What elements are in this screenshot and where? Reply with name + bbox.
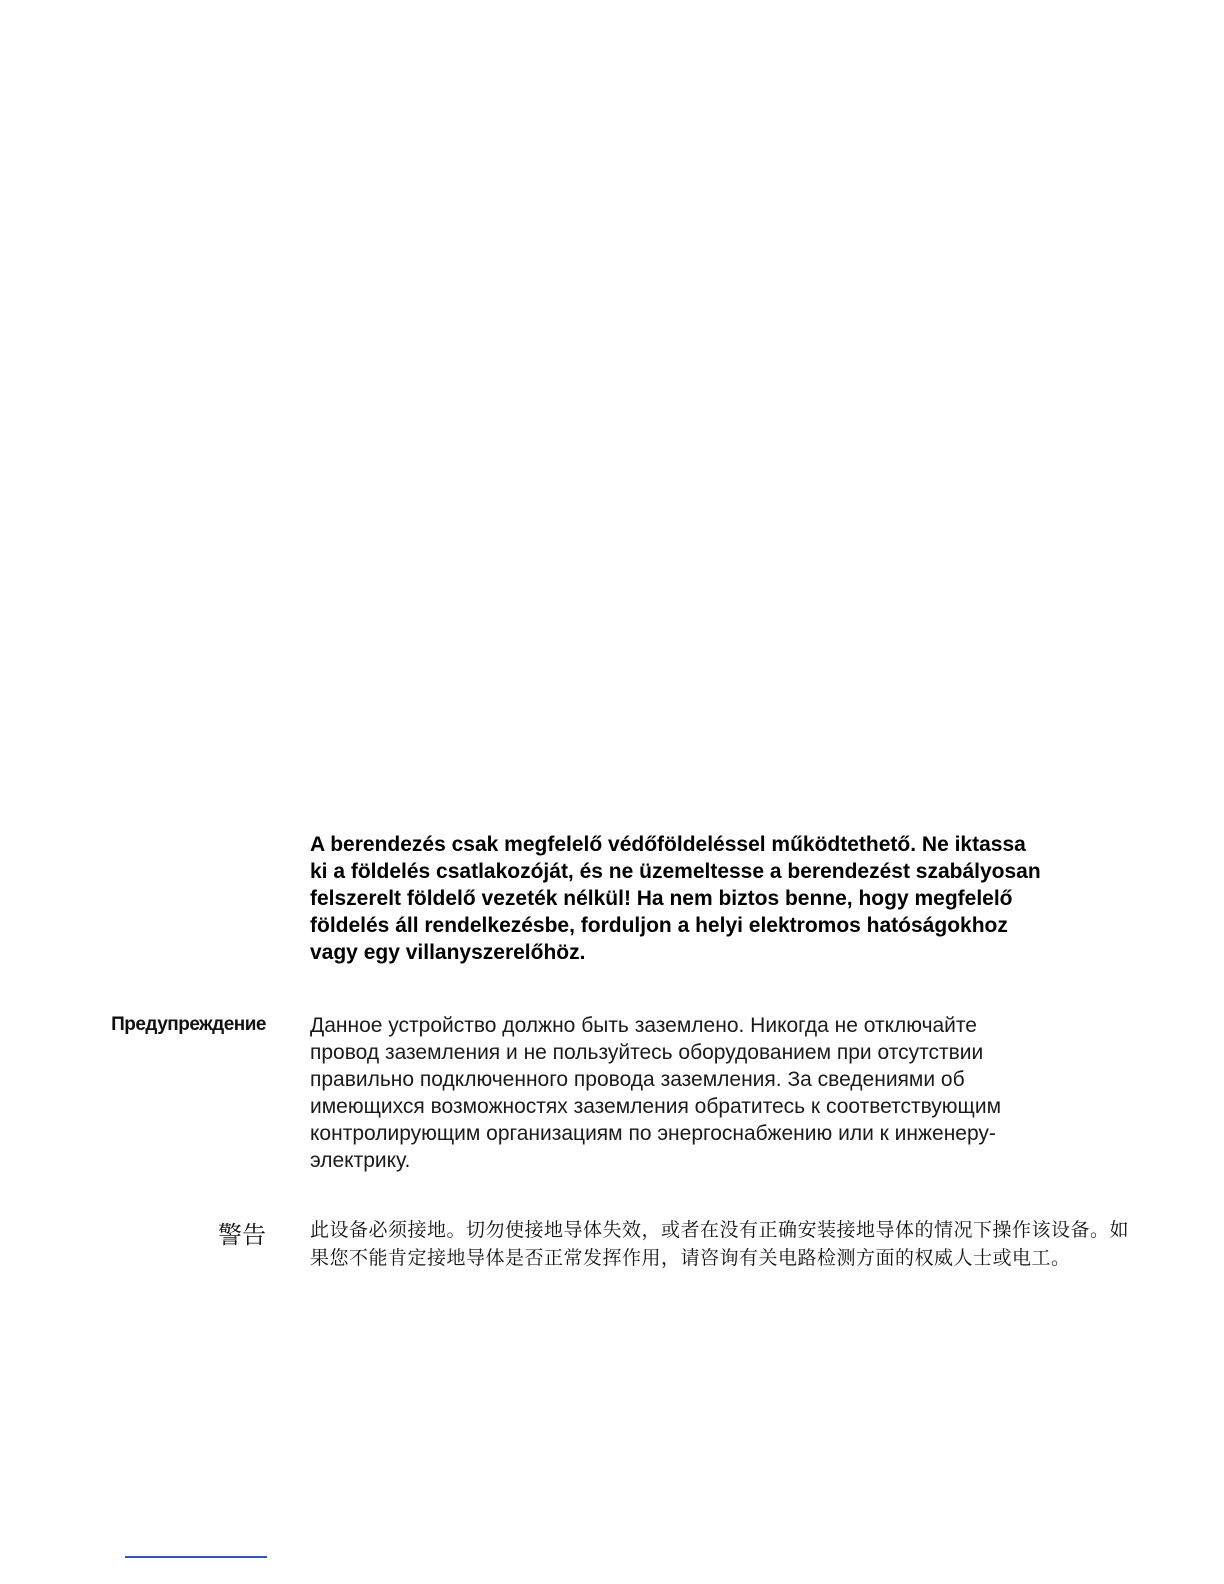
- hungarian-line: A berendezés csak megfelelő védőföldeléssel működtethető. Ne iktassa: [310, 833, 1026, 856]
- hungarian-line: vagy egy villanyszerelőhöz.: [310, 941, 586, 964]
- russian-line: провод заземления и не пользуйтесь оборудованием при отсутствии: [310, 1041, 984, 1064]
- russian-line: электрику.: [310, 1149, 411, 1172]
- russian-line: контролирующим организациям по энергоснабжению или к инженеру-: [310, 1122, 996, 1145]
- russian-line: имеющихся возможностях заземления обратитесь к соответствующим: [310, 1095, 1002, 1118]
- russian-line: Данное устройство должно быть заземлено. Никогда не отключайте: [310, 1014, 977, 1037]
- chinese-warning-text: [310, 1216, 1130, 1272]
- chinese-line: 果您不能肯定接地导体是否正常发挥作用，请咨询有关电路检测方面的权威人士或电工。: [310, 1247, 1071, 1269]
- chinese-line: 此设备必须接地。切勿使接地导体失效，或者在没有正确安装接地导体的情况下操作该设备。如: [310, 1219, 1130, 1241]
- hungarian-warning-text: [310, 831, 1110, 966]
- chinese-warning-label: 警告: [218, 1221, 266, 1249]
- russian-warning-text: [310, 1012, 1110, 1174]
- russian-line: правильно подключенного провода заземления. За сведениями об: [310, 1068, 965, 1091]
- russian-warning-label: Предупреждение: [111, 1014, 266, 1035]
- hungarian-line: felszerelt földelő vezeték nélkül! Ha nem biztos benne, hogy megfelelő: [310, 887, 1013, 910]
- hungarian-line: földelés áll rendelkezésbe, forduljon a helyi elektromos hatóságokhoz: [310, 914, 1008, 937]
- hungarian-line: ki a földelés csatlakozóját, és ne üzemeltesse a berendezést szabályosan: [310, 860, 1041, 883]
- footer-divider: [125, 1556, 267, 1558]
